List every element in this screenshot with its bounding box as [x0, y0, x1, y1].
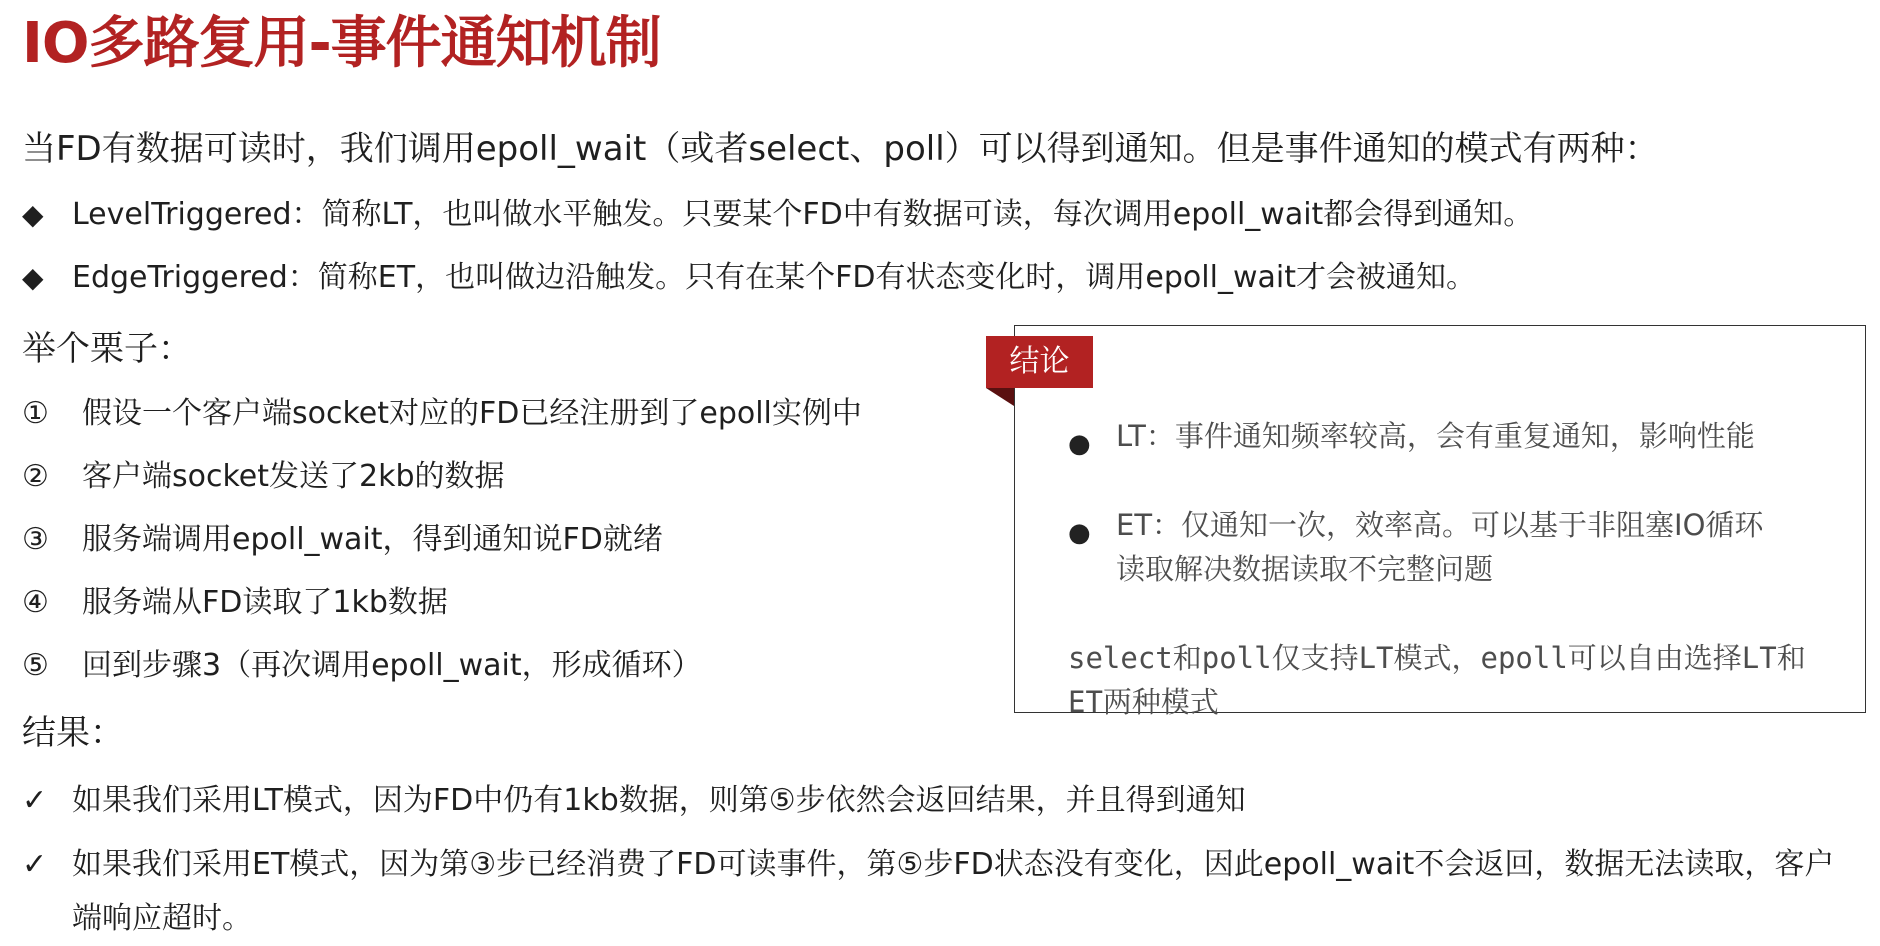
step-item	[22, 580, 448, 626]
mode-item-et	[22, 255, 1476, 301]
step-item	[22, 391, 862, 437]
mode-text: EdgeTriggered：简称ET，也叫做边沿触发。只有在某个FD有状态变化时，调用epoll_wait才会被通知。	[72, 260, 1476, 295]
mode-text: LevelTriggered：简称LT，也叫做水平触发。只要某个FD中有数据可读，每次调用epoll_wait都会得到通知。	[72, 197, 1534, 232]
conclusion-item-et	[1068, 503, 1788, 591]
diamond-bullet-icon: ◆	[22, 198, 44, 231]
step-item	[22, 643, 702, 689]
dot-bullet-icon: ●	[1068, 429, 1091, 459]
result-item	[22, 838, 1852, 946]
result-label: 结果：	[22, 713, 124, 753]
conclusion-note: select和poll仅支持LT模式，epoll可以自由选择LT和ET两种模式	[1068, 641, 1806, 719]
step-text: 客户端socket发送了2kb的数据	[82, 459, 505, 494]
checkmark-icon: ✓	[22, 847, 48, 882]
intro-text: 当FD有数据可读时，我们调用epoll_wait（或者select、poll）可以得到通知。但是事件通知的模式有两种：	[22, 129, 1659, 169]
step-number: ①	[22, 396, 49, 431]
step-number: ②	[22, 459, 49, 494]
result-item	[22, 774, 1852, 828]
step-text: 服务端从FD读取了1kb数据	[82, 585, 448, 620]
step-item	[22, 454, 505, 500]
step-number: ③	[22, 522, 49, 557]
conclusion-tag: 结论	[986, 336, 1093, 388]
result-text: 如果我们采用ET模式，因为第③步已经消费了FD可读事件，第⑤步FD状态没有变化，因此epoll_wait不会返回，数据无法读取，客户端响应超时。	[72, 847, 1835, 936]
step-text: 服务端调用epoll_wait，得到通知说FD就绪	[82, 522, 663, 557]
step-text: 回到步骤3（再次调用epoll_wait，形成循环）	[82, 648, 702, 683]
conclusion-tag-fold	[986, 388, 1014, 406]
step-number: ④	[22, 585, 49, 620]
dot-bullet-icon: ●	[1068, 518, 1091, 548]
mode-item-lt	[22, 192, 1533, 238]
checkmark-icon: ✓	[22, 783, 48, 818]
page-title: IO多路复用-事件通知机制	[22, 11, 661, 76]
step-item	[22, 517, 663, 563]
conclusion-item-lt	[1068, 414, 1788, 458]
step-number: ⑤	[22, 648, 49, 683]
conclusion-text: LT：事件通知频率较高，会有重复通知，影响性能	[1116, 419, 1755, 453]
step-text: 假设一个客户端socket对应的FD已经注册到了epoll实例中	[82, 396, 862, 431]
conclusion-text: ET：仅通知一次，效率高。可以基于非阻塞IO循环读取解决数据读取不完整问题	[1116, 508, 1764, 586]
result-text: 如果我们采用LT模式，因为FD中仍有1kb数据，则第⑤步依然会返回结果，并且得到通知	[72, 783, 1246, 818]
diamond-bullet-icon: ◆	[22, 261, 44, 294]
example-label: 举个栗子：	[22, 329, 192, 369]
